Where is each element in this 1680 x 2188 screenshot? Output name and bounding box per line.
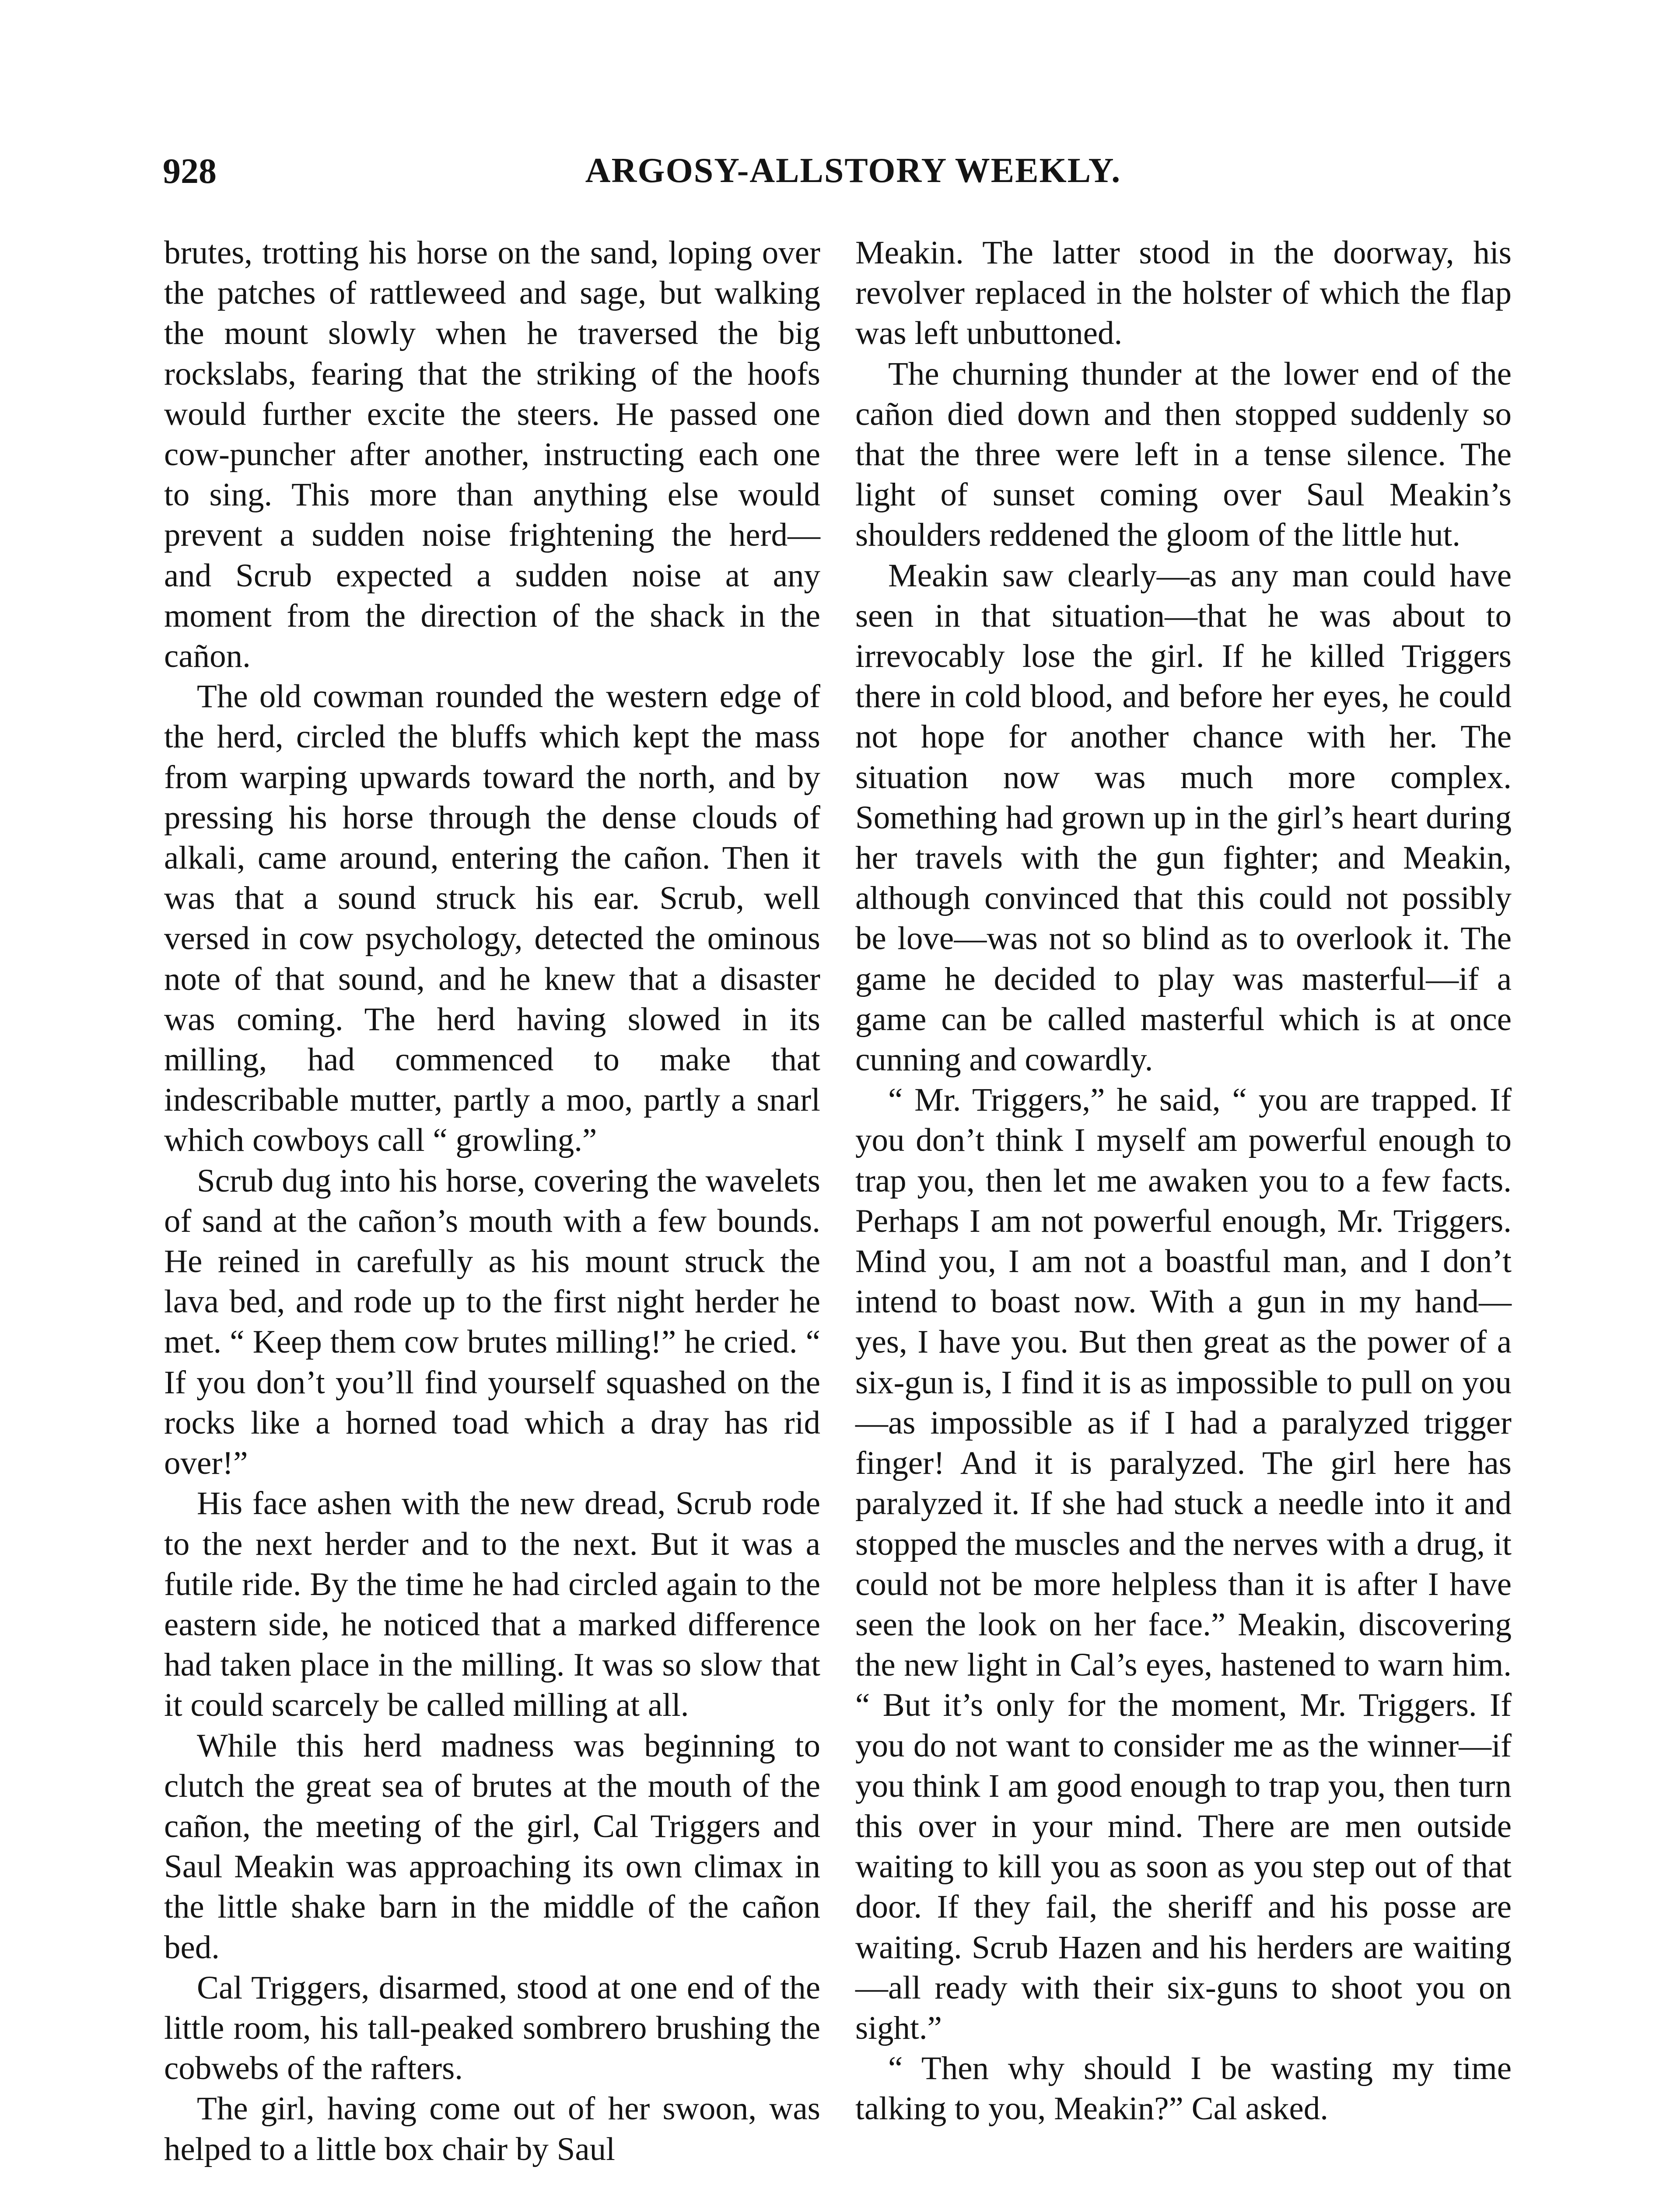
paragraph: The churning thunder at the lower end of the cañon died down and then stopped suddenly so that the three were left in a tense silence. The light of sunset coming over Saul Meakin’s shoulders reddened the gloom of the little hut. <box>855 355 1512 554</box>
paragraph: The girl, having come out of her swoon, was helped to a little box chair by Saul <box>164 2090 820 2167</box>
paragraph: Scrub dug into his horse, covering the wavelets of sand at the cañon’s mouth with a few bounds. He reined in carefully as his mount struck the lava bed, and rode up to the first night herder he met. “ Keep them cow brutes milling!” he cried. “ If you don’t you’ll find yourself squashed on the rocks like a horned toad which a dray has rid over!” <box>164 1162 820 1482</box>
right-column <box>855 233 1512 2129</box>
paragraph: Cal Triggers, disarmed, stood at one end of the little room, his tall-peaked sombrero brushing the cobwebs of the rafters. <box>164 1969 820 2087</box>
paragraph: “ Mr. Triggers,” he said, “ you are trapped. If you don’t think I myself am powerful enough to trap you, then let me awaken you to a few facts. Perhaps I am not powerful enough, Mr. Triggers. Mind you, I am not a boastful man, and I don’t intend to boast now. With a gun in my hand—yes, I have you. But then great as the power of a six-gun is, I find it is as impossible to pull on you—as impossible as if I had a paralyzed trigger finger! And it is paralyzed. The girl here has paralyzed it. If she had stuck a needle into it and stopped the muscles and the nerves with a drug, it could not be more helpless than it is after I have seen the look on her face.” Meakin, discovering the new light in Cal’s eyes, hastened to warn him. “ But it’s only for the moment, Mr. Triggers. If you do not want to consider me as the winner—if you think I am good enough to trap you, then turn this over in your mind. There are men outside waiting to kill you as soon as you step out of that door. If they fail, the sheriff and his posse are waiting. Scrub Hazen and his herders are waiting—all ready with their six-guns to shoot you on sight.” <box>855 1082 1512 2046</box>
paragraph: brutes, trotting his horse on the sand, loping over the patches of rattleweed and sage, but walking the mount slowly when he traversed the big rockslabs, fearing that the striking of the hoofs would further excite the steers. He passed one cow-puncher after another, instructing each one to sing. This more than anything else would prevent a sudden noise frightening the herd— and Scrub expected a sudden noise at any moment from the direction of the shack in the cañon. <box>164 235 820 675</box>
paragraph: The old cowman rounded the western edge of the herd, circled the bluffs which kept the mass from warping upwards toward the north, and by pressing his horse through the dense clouds of alkali, came around, entering the cañon. Then it was that a sound struck his ear. Scrub, well versed in cow psychology, detected the ominous note of that sound, and he knew that a disaster was coming. The herd having slowed in its milling, had commenced to make that indescribable mutter, partly a moo, partly a snarl which cowboys call “ growling.” <box>164 678 820 1159</box>
page-number: 928 <box>163 151 217 191</box>
paragraph: Meakin. The latter stood in the doorway, his revolver replaced in the holster of which the flap was left unbuttoned. <box>855 235 1512 352</box>
paragraph: His face ashen with the new dread, Scrub rode to the next herder and to the next. But it was a futile ride. By the time he had circled again to the eastern side, he noticed that a marked difference had taken place in the milling. It was so slow that it could scarcely be called milling at all. <box>164 1485 820 1724</box>
paragraph: While this herd madness was beginning to clutch the great sea of brutes at the mouth of the cañon, the meeting of the girl, Cal Triggers and Saul Meakin was approaching its own climax in the little shake barn in the middle of the cañon bed. <box>164 1727 820 1966</box>
paragraph: “ Then why should I be wasting my time talking to you, Meakin?” Cal asked. <box>855 2050 1512 2127</box>
running-title: ARGOSY-ALLSTORY WEEKLY. <box>585 151 1121 190</box>
paragraph: Meakin saw clearly—as any man could have seen in that situation—that he was about to irrevocably lose the girl. If he killed Triggers there in cold blood, and before her eyes, he could not hope for another chance with her. The situation now was much more complex. Something had grown up in the girl’s heart during her travels with the gun fighter; and Meakin, although convinced that this could not possibly be love—was not so blind as to overlook it. The game he decided to play was masterful—if a game can be called masterful which is at once cunning and cowardly. <box>855 557 1512 1078</box>
left-column <box>164 233 820 2170</box>
